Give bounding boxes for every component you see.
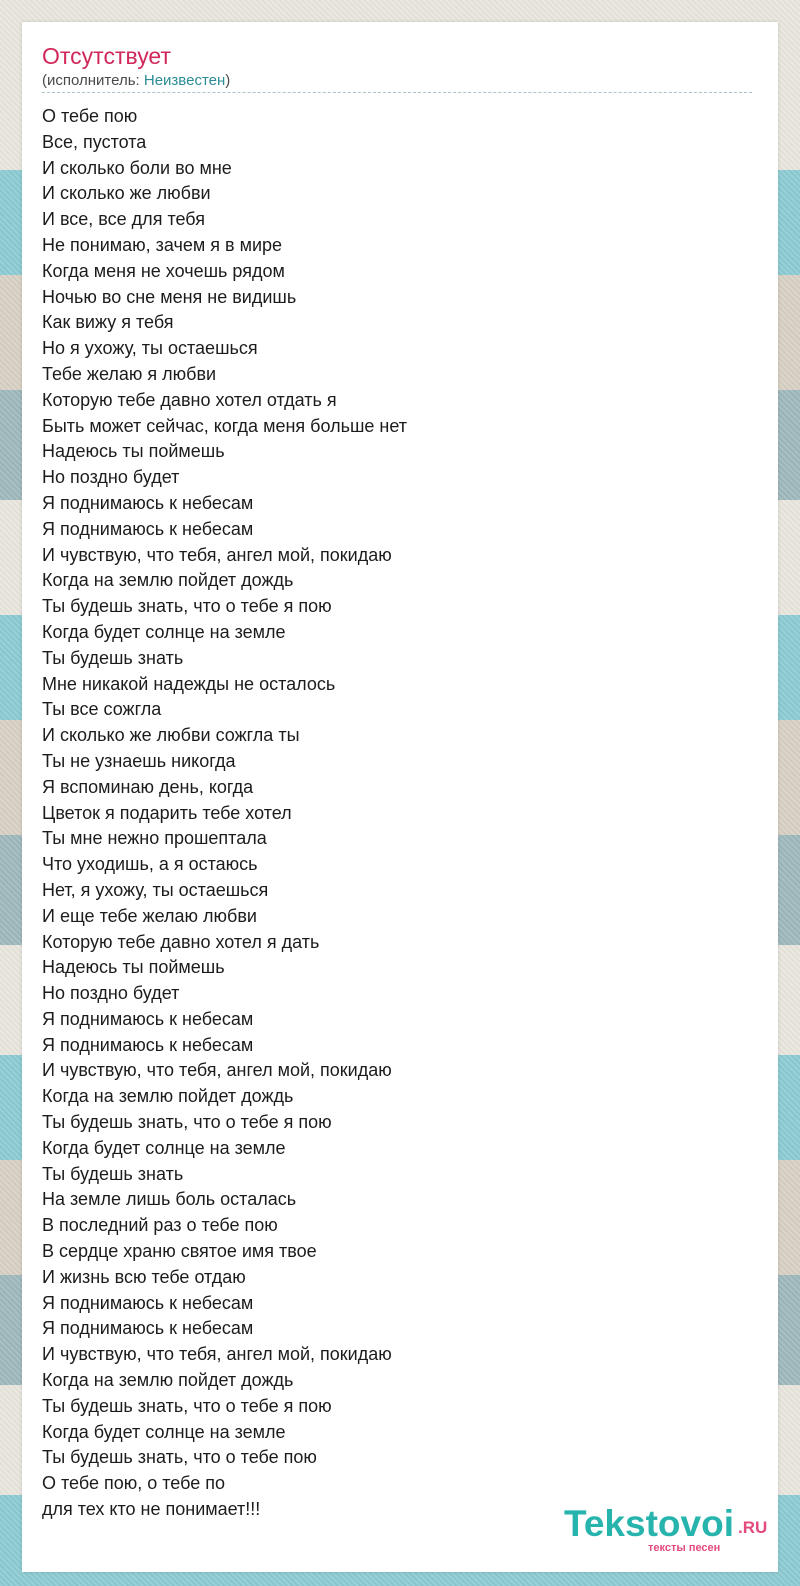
lyric-line: В последний раз о тебе пою	[42, 1215, 278, 1236]
lyric-line: Все, пустота	[42, 131, 147, 152]
lyric-line: Ты будешь знать, что о тебе я пою	[42, 1395, 332, 1416]
lyric-line: И жизнь всю тебе отдаю	[42, 1266, 246, 1287]
lyric-line: Мне никакой надежды не осталось	[42, 673, 336, 694]
lyric-line: О тебе пою, о тебе по	[42, 1473, 225, 1494]
lyric-line: Ты будешь знать, что о тебе пою	[42, 1447, 317, 1468]
lyric-line: Когда будет солнце на земле	[42, 1421, 286, 1442]
lyric-line: Я поднимаюсь к небесам	[42, 492, 254, 513]
lyric-line: Тебе желаю я любви	[42, 363, 217, 384]
lyric-line: Ты будешь знать	[42, 647, 184, 668]
lyric-line: Когда будет солнце на земле	[42, 1137, 286, 1158]
lyric-line: Ты все сожгла	[42, 699, 162, 720]
lyric-line: И еще тебе желаю любви	[42, 905, 257, 926]
lyric-line: Когда на землю пойдет дождь	[42, 570, 294, 591]
lyric-line: Я поднимаюсь к небесам	[42, 1008, 254, 1029]
site-logo[interactable]	[564, 1502, 774, 1562]
lyric-line: Но я ухожу, ты остаешься	[42, 338, 258, 359]
lyric-line: Но поздно будет	[42, 983, 180, 1004]
lyric-line: На земле лишь боль осталась	[42, 1189, 297, 1210]
lyric-line: Как вижу я тебя	[42, 312, 174, 333]
lyric-line: О тебе пою	[42, 106, 138, 126]
lyric-line: Надеюсь ты поймешь	[42, 957, 225, 978]
lyric-line: И чувствую, что тебя, ангел мой, покидаю	[42, 1344, 392, 1365]
logo-name: Tekstovoi	[564, 1503, 734, 1544]
lyric-line: Я поднимаюсь к небесам	[42, 518, 254, 539]
lyric-line: Я поднимаюсь к небесам	[42, 1318, 254, 1339]
lyric-line: Ты не узнаешь никогда	[42, 750, 236, 771]
lyric-line: Которую тебе давно хотел отдать я	[42, 389, 337, 410]
lyric-line: Ты будешь знать	[42, 1163, 184, 1184]
lyric-line: Я поднимаюсь к небесам	[42, 1034, 254, 1055]
lyric-line: Не понимаю, зачем я в мире	[42, 234, 283, 255]
lyric-line: И сколько боли во мне	[42, 157, 232, 178]
lyric-line: И сколько же любви сожгла ты	[42, 725, 300, 746]
artist-link[interactable]: Неизвестен	[143, 72, 226, 89]
lyric-line: Когда на землю пойдет дождь	[42, 1370, 294, 1391]
lyric-line: Быть может сейчас, когда меня больше нет	[42, 415, 408, 436]
lyrics-text	[42, 104, 407, 1523]
lyric-line: Но поздно будет	[42, 467, 180, 488]
artist-line	[42, 72, 230, 90]
lyric-line: Которую тебе давно хотел я дать	[42, 931, 320, 952]
lyric-line: Ты будешь знать, что о тебе я пою	[42, 596, 332, 617]
lyric-line: Когда будет солнце на земле	[42, 621, 286, 642]
lyric-line: И все, все для тебя	[42, 209, 205, 230]
lyric-line: Что уходишь, а я остаюсь	[42, 854, 258, 875]
lyric-line: В сердце храню святое имя твое	[42, 1241, 317, 1262]
lyric-line: Ты мне нежно прошептала	[42, 828, 267, 849]
lyric-line: Ты будешь знать, что о тебе я пою	[42, 1112, 332, 1133]
lyric-line: Цветок я подарить тебе хотел	[42, 802, 292, 823]
lyric-line: Когда меня не хочешь рядом	[42, 260, 285, 281]
lyric-line: Я поднимаюсь к небесам	[42, 1292, 254, 1313]
lyric-line: Ночью во сне меня не видишь	[42, 286, 297, 307]
lyric-line: И чувствую, что тебя, ангел мой, покидаю	[42, 544, 392, 565]
lyric-line: Нет, я ухожу, ты остаешься	[42, 879, 269, 900]
lyric-line: И сколько же любви	[42, 183, 211, 204]
lyric-line: Когда на землю пойдет дождь	[42, 1086, 294, 1107]
logo-tld: .RU	[738, 1518, 768, 1537]
lyric-line: И чувствую, что тебя, ангел мой, покидаю	[42, 1060, 392, 1081]
lyric-line: Я вспоминаю день, когда	[42, 776, 254, 797]
artist-prefix: (исполнитель:	[42, 72, 144, 89]
song-title: Отсутствует	[42, 43, 171, 69]
artist-suffix: )	[225, 72, 231, 89]
logo-tagline: тексты песен	[648, 1542, 721, 1554]
lyric-line: Надеюсь ты поймешь	[42, 441, 225, 462]
title-divider	[42, 92, 752, 93]
lyric-line: для тех кто не понимает!!!	[42, 1499, 261, 1520]
lyrics-card	[22, 22, 778, 1572]
